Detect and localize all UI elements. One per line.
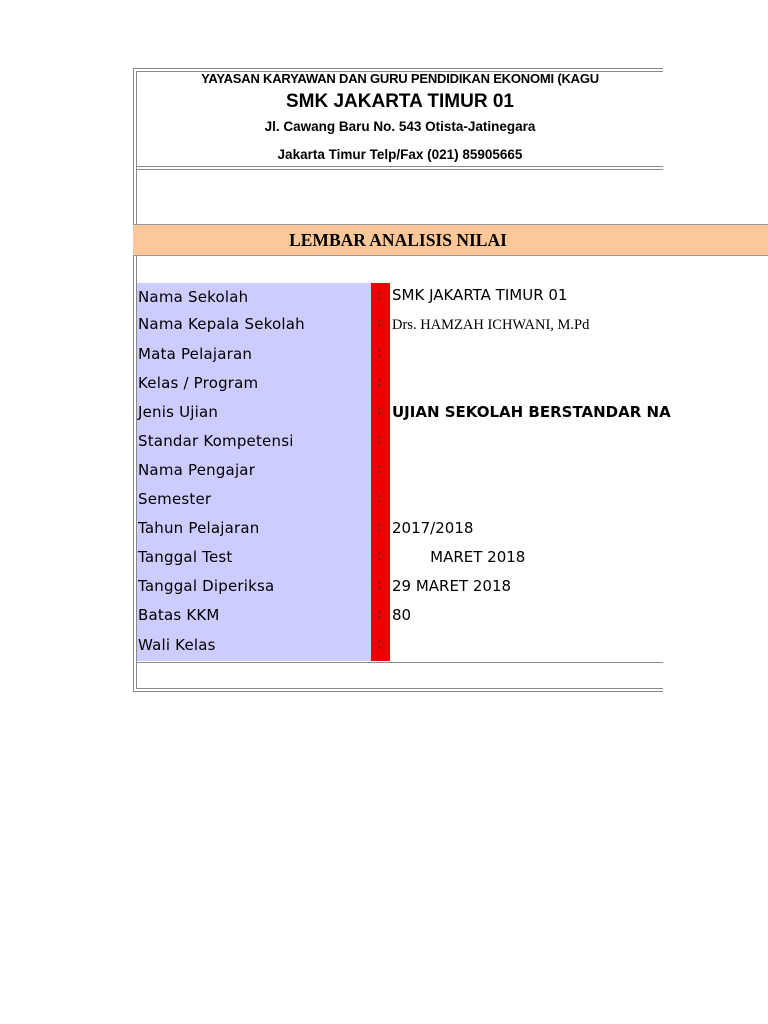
field-label: Batas KKM	[138, 606, 220, 624]
field-label: Standar Kompetensi	[138, 432, 294, 450]
frame-border	[136, 688, 663, 689]
field-colon: :	[377, 345, 382, 361]
field-row-tahun-pelajaran	[133, 515, 768, 544]
footer-divider	[136, 662, 663, 663]
field-colon: :	[377, 519, 382, 535]
header-divider	[136, 169, 663, 170]
field-colon: :	[377, 461, 382, 477]
field-value: 29 MARET 2018	[392, 577, 512, 595]
school-contact: Jakarta Timur Telp/Fax (021) 85905665	[277, 147, 523, 162]
title-band	[133, 224, 768, 256]
field-value: Drs. HAMZAH ICHWANI, M.Pd	[392, 317, 590, 333]
field-row-nama-pengajar	[133, 457, 768, 486]
field-row-standar-kompetensi	[133, 428, 768, 457]
school-name: SMK JAKARTA TIMUR 01	[285, 91, 514, 112]
field-label: Nama Sekolah	[138, 288, 249, 306]
field-label: Nama Pengajar	[138, 461, 256, 479]
field-colon: :	[377, 374, 382, 390]
header-divider	[136, 166, 663, 167]
field-label: Tanggal Test	[138, 548, 233, 566]
field-label: Nama Kepala Sekolah	[138, 315, 305, 333]
field-colon: :	[377, 315, 382, 331]
field-row-kelas-program	[133, 370, 768, 399]
field-label: Tanggal Diperiksa	[138, 577, 275, 595]
field-row-mata-pelajaran	[133, 341, 768, 370]
field-label: Wali Kelas	[138, 636, 216, 654]
analysis-sheet	[133, 68, 768, 693]
field-colon: :	[377, 403, 382, 419]
field-colon: :	[377, 548, 382, 564]
frame-border	[133, 68, 663, 69]
field-label: Tahun Pelajaran	[138, 519, 260, 537]
field-label: Kelas / Program	[138, 374, 259, 392]
field-colon: :	[377, 606, 382, 622]
field-value: 80	[392, 606, 412, 624]
field-value: MARET 2018	[392, 548, 526, 566]
field-row-batas-kkm	[133, 602, 768, 631]
field-label: Semester	[138, 490, 212, 508]
field-colon: :	[377, 577, 382, 593]
foundation-name: YAYASAN KARYAWAN DAN GURU PENDIDIKAN EKONOMI (KAGU	[201, 71, 599, 86]
field-value: SMK JAKARTA TIMUR 01	[392, 286, 568, 304]
field-colon: :	[377, 490, 382, 506]
field-value: UJIAN SEKOLAH BERSTANDAR NA	[392, 403, 671, 421]
field-colon: :	[377, 636, 382, 652]
school-address: Jl. Cawang Baru No. 543 Otista-Jatinegara	[264, 119, 536, 134]
field-row-wali-kelas	[133, 632, 768, 661]
field-row-semester	[133, 486, 768, 515]
field-label: Mata Pelajaran	[138, 345, 253, 363]
field-label: Jenis Ujian	[138, 403, 219, 421]
field-value: 2017/2018	[392, 519, 474, 537]
field-row-tanggal-test	[133, 544, 768, 573]
page-title: LEMBAR ANALISIS NILAI	[289, 230, 507, 250]
field-row-nama-kepala-sekolah	[133, 311, 768, 340]
frame-border	[133, 691, 663, 692]
field-colon: :	[377, 432, 382, 448]
field-row-jenis-ujian	[133, 399, 768, 428]
field-row-tanggal-diperiksa	[133, 573, 768, 602]
field-colon: :	[377, 288, 382, 304]
field-row-nama-sekolah	[133, 284, 768, 313]
